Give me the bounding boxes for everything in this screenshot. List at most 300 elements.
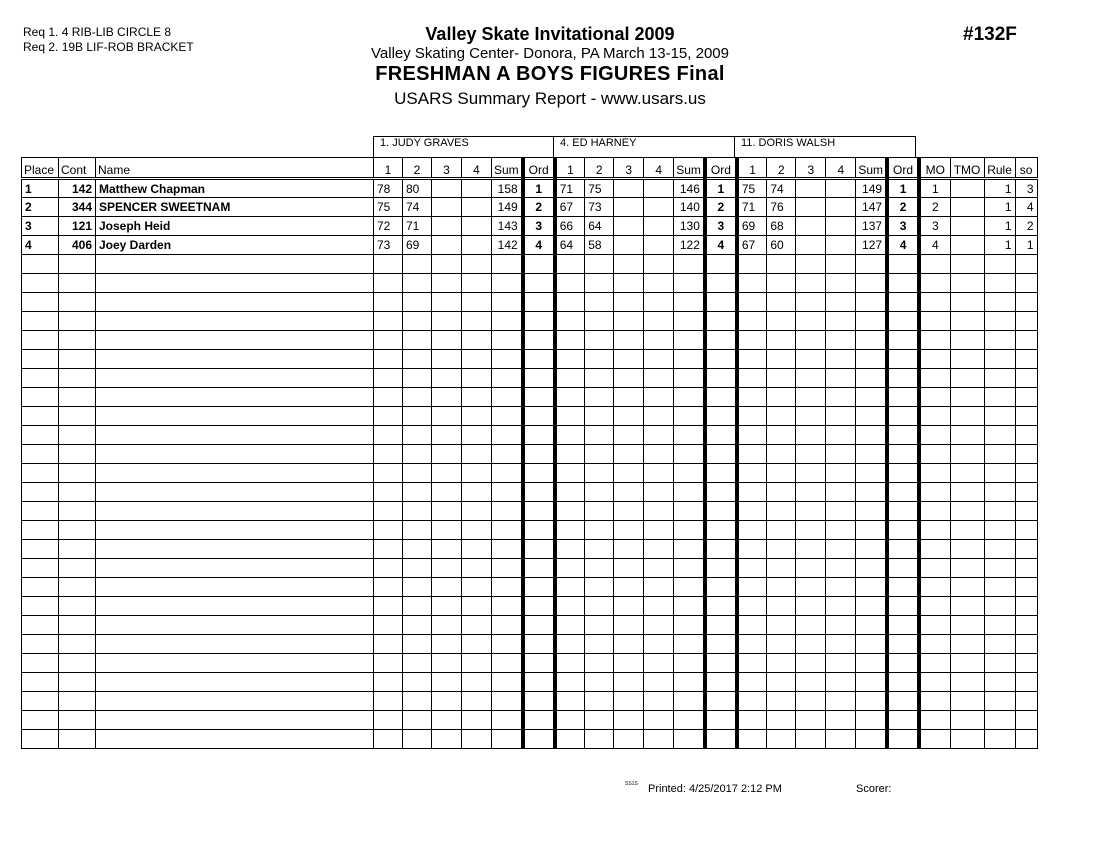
empty-cell <box>492 293 523 312</box>
empty-cell <box>555 616 585 635</box>
empty-cell <box>585 540 614 559</box>
empty-cell <box>492 711 523 730</box>
empty-cell <box>462 654 492 673</box>
empty-cell <box>887 597 919 616</box>
empty-row <box>22 578 1038 597</box>
empty-cell <box>59 711 96 730</box>
empty-cell <box>887 426 919 445</box>
empty-cell <box>462 274 492 293</box>
empty-cell <box>796 654 826 673</box>
empty-cell <box>796 445 826 464</box>
empty-cell <box>796 388 826 407</box>
empty-cell <box>950 464 984 483</box>
empty-cell <box>403 274 432 293</box>
empty-cell <box>96 597 374 616</box>
empty-cell <box>585 483 614 502</box>
empty-cell <box>432 407 462 426</box>
empty-cell <box>767 331 796 350</box>
empty-cell <box>705 464 737 483</box>
score-2-cell: 80 <box>403 179 432 198</box>
score-3-cell <box>614 198 644 217</box>
empty-cell <box>492 274 523 293</box>
empty-cell <box>826 559 856 578</box>
empty-cell <box>856 464 887 483</box>
empty-cell <box>796 692 826 711</box>
empty-cell <box>614 388 644 407</box>
empty-cell <box>432 369 462 388</box>
rule-cell: 1 <box>984 179 1015 198</box>
empty-row <box>22 388 1038 407</box>
empty-cell <box>492 255 523 274</box>
empty-cell <box>796 350 826 369</box>
empty-cell <box>887 502 919 521</box>
empty-cell <box>674 483 705 502</box>
empty-cell <box>1015 597 1037 616</box>
empty-cell <box>22 578 59 597</box>
empty-cell <box>705 692 737 711</box>
empty-cell <box>737 711 767 730</box>
empty-cell <box>856 578 887 597</box>
empty-cell <box>96 293 374 312</box>
empty-cell <box>523 730 555 749</box>
empty-cell <box>796 426 826 445</box>
empty-cell <box>585 407 614 426</box>
empty-cell <box>96 673 374 692</box>
empty-cell <box>555 597 585 616</box>
score-2-cell: 64 <box>585 217 614 236</box>
so-cell: 3 <box>1015 179 1037 198</box>
empty-cell <box>737 673 767 692</box>
empty-row <box>22 293 1038 312</box>
empty-cell <box>462 331 492 350</box>
empty-cell <box>22 730 59 749</box>
empty-cell <box>374 616 403 635</box>
empty-cell <box>826 445 856 464</box>
empty-cell <box>737 540 767 559</box>
empty-cell <box>705 521 737 540</box>
empty-cell <box>705 635 737 654</box>
empty-cell <box>826 673 856 692</box>
empty-cell <box>432 578 462 597</box>
empty-cell <box>705 616 737 635</box>
empty-cell <box>555 407 585 426</box>
empty-cell <box>674 540 705 559</box>
empty-cell <box>59 388 96 407</box>
empty-cell <box>887 255 919 274</box>
col-j1-1: 1 <box>374 158 403 179</box>
empty-cell <box>555 711 585 730</box>
score-4-cell <box>644 217 674 236</box>
empty-cell <box>644 255 674 274</box>
report-title: USARS Summary Report - www.usars.us <box>394 89 706 108</box>
empty-cell <box>585 578 614 597</box>
empty-cell <box>614 730 644 749</box>
empty-cell <box>585 312 614 331</box>
empty-cell <box>984 730 1015 749</box>
empty-cell <box>523 654 555 673</box>
empty-cell <box>22 711 59 730</box>
empty-cell <box>59 350 96 369</box>
empty-cell <box>614 255 644 274</box>
empty-cell <box>59 654 96 673</box>
empty-cell <box>374 559 403 578</box>
score-1-cell: 71 <box>555 179 585 198</box>
empty-cell <box>796 730 826 749</box>
score-3-cell <box>796 236 826 255</box>
empty-cell <box>614 464 644 483</box>
empty-cell <box>826 293 856 312</box>
empty-cell <box>462 502 492 521</box>
score-3-cell <box>614 236 644 255</box>
empty-cell <box>856 559 887 578</box>
empty-cell <box>984 654 1015 673</box>
empty-cell <box>826 578 856 597</box>
cont-cell: 406 <box>59 236 96 255</box>
col-so: so <box>1015 158 1037 179</box>
empty-cell <box>826 616 856 635</box>
score-4-cell <box>644 198 674 217</box>
empty-cell <box>826 483 856 502</box>
score-3-cell <box>796 179 826 198</box>
empty-cell <box>767 426 796 445</box>
empty-cell <box>737 464 767 483</box>
col-j1-4: 4 <box>462 158 492 179</box>
empty-cell <box>887 540 919 559</box>
empty-cell <box>523 369 555 388</box>
empty-cell <box>555 521 585 540</box>
empty-cell <box>555 559 585 578</box>
empty-cell <box>984 464 1015 483</box>
empty-cell <box>705 426 737 445</box>
empty-cell <box>919 540 950 559</box>
mo-cell: 3 <box>919 217 950 236</box>
empty-row <box>22 597 1038 616</box>
sum-cell: 146 <box>674 179 705 198</box>
empty-cell <box>403 445 432 464</box>
empty-cell <box>887 293 919 312</box>
empty-cell <box>737 483 767 502</box>
empty-cell <box>984 445 1015 464</box>
mo-cell: 1 <box>919 179 950 198</box>
empty-cell <box>674 464 705 483</box>
empty-cell <box>856 616 887 635</box>
empty-cell <box>432 692 462 711</box>
empty-cell <box>462 350 492 369</box>
empty-cell <box>403 540 432 559</box>
empty-row <box>22 521 1038 540</box>
empty-cell <box>403 369 432 388</box>
empty-cell <box>644 464 674 483</box>
place-cell: 3 <box>22 217 59 236</box>
empty-cell <box>1015 616 1037 635</box>
empty-cell <box>492 616 523 635</box>
empty-cell <box>984 255 1015 274</box>
empty-cell <box>950 407 984 426</box>
empty-cell <box>856 274 887 293</box>
empty-cell <box>1015 407 1037 426</box>
col-j2-1: 1 <box>555 158 585 179</box>
empty-cell <box>374 388 403 407</box>
empty-cell <box>585 635 614 654</box>
empty-cell <box>614 312 644 331</box>
empty-cell <box>614 483 644 502</box>
empty-cell <box>22 616 59 635</box>
empty-cell <box>674 616 705 635</box>
empty-cell <box>826 730 856 749</box>
empty-cell <box>96 388 374 407</box>
empty-cell <box>585 388 614 407</box>
empty-cell <box>432 559 462 578</box>
so-cell: 2 <box>1015 217 1037 236</box>
empty-cell <box>22 407 59 426</box>
empty-cell <box>767 464 796 483</box>
printed-timestamp: Printed: 4/25/2017 2:12 PM <box>648 783 782 795</box>
empty-cell <box>22 559 59 578</box>
empty-cell <box>374 464 403 483</box>
empty-cell <box>644 502 674 521</box>
ord-cell: 4 <box>887 236 919 255</box>
col-j3-2: 2 <box>767 158 796 179</box>
empty-cell <box>767 559 796 578</box>
score-4-cell <box>462 236 492 255</box>
empty-cell <box>462 635 492 654</box>
empty-cell <box>403 692 432 711</box>
empty-cell <box>374 483 403 502</box>
empty-cell <box>737 293 767 312</box>
empty-cell <box>96 350 374 369</box>
empty-cell <box>59 616 96 635</box>
empty-cell <box>585 445 614 464</box>
empty-cell <box>96 654 374 673</box>
empty-cell <box>614 521 644 540</box>
empty-cell <box>96 559 374 578</box>
empty-cell <box>1015 521 1037 540</box>
judge-header-2: 4. ED HARNEY <box>553 136 735 157</box>
empty-cell <box>705 597 737 616</box>
empty-cell <box>614 692 644 711</box>
empty-cell <box>984 502 1015 521</box>
empty-cell <box>984 578 1015 597</box>
empty-cell <box>22 635 59 654</box>
empty-cell <box>887 388 919 407</box>
score-1-cell: 73 <box>374 236 403 255</box>
col-j1-2: 2 <box>403 158 432 179</box>
empty-cell <box>462 559 492 578</box>
empty-cell <box>492 388 523 407</box>
empty-cell <box>984 331 1015 350</box>
empty-cell <box>737 350 767 369</box>
empty-cell <box>984 692 1015 711</box>
col-j1-sum: Sum <box>492 158 523 179</box>
empty-row <box>22 502 1038 521</box>
empty-cell <box>555 293 585 312</box>
empty-cell <box>887 635 919 654</box>
empty-cell <box>462 293 492 312</box>
empty-cell <box>1015 274 1037 293</box>
empty-cell <box>705 274 737 293</box>
empty-cell <box>1015 559 1037 578</box>
score-4-cell <box>826 217 856 236</box>
empty-cell <box>919 426 950 445</box>
empty-cell <box>767 502 796 521</box>
empty-cell <box>887 331 919 350</box>
empty-cell <box>432 464 462 483</box>
score-1-cell: 72 <box>374 217 403 236</box>
empty-cell <box>674 350 705 369</box>
empty-cell <box>492 521 523 540</box>
empty-cell <box>59 521 96 540</box>
empty-cell <box>523 274 555 293</box>
empty-cell <box>432 426 462 445</box>
empty-cell <box>644 673 674 692</box>
empty-cell <box>96 464 374 483</box>
empty-cell <box>22 464 59 483</box>
rule-cell: 1 <box>984 198 1015 217</box>
empty-cell <box>674 578 705 597</box>
empty-row <box>22 692 1038 711</box>
empty-cell <box>1015 445 1037 464</box>
empty-cell <box>403 730 432 749</box>
empty-cell <box>523 312 555 331</box>
empty-cell <box>22 388 59 407</box>
empty-cell <box>950 521 984 540</box>
empty-cell <box>644 730 674 749</box>
empty-cell <box>1015 578 1037 597</box>
empty-cell <box>705 711 737 730</box>
sum-cell: 147 <box>856 198 887 217</box>
empty-cell <box>403 559 432 578</box>
empty-cell <box>432 597 462 616</box>
col-j3-3: 3 <box>796 158 826 179</box>
empty-cell <box>96 312 374 331</box>
col-j1-3: 3 <box>432 158 462 179</box>
empty-cell <box>705 293 737 312</box>
empty-cell <box>984 369 1015 388</box>
empty-cell <box>555 635 585 654</box>
empty-cell <box>796 274 826 293</box>
empty-cell <box>826 350 856 369</box>
empty-cell <box>374 711 403 730</box>
sum-cell: 122 <box>674 236 705 255</box>
empty-cell <box>705 369 737 388</box>
empty-cell <box>767 673 796 692</box>
empty-cell <box>796 521 826 540</box>
empty-cell <box>59 692 96 711</box>
empty-cell <box>555 464 585 483</box>
empty-cell <box>1015 730 1037 749</box>
empty-cell <box>856 445 887 464</box>
score-2-cell: 74 <box>403 198 432 217</box>
empty-cell <box>737 616 767 635</box>
empty-cell <box>767 293 796 312</box>
empty-cell <box>96 483 374 502</box>
empty-cell <box>374 654 403 673</box>
col-tmo: TMO <box>950 158 984 179</box>
empty-cell <box>523 578 555 597</box>
empty-cell <box>555 312 585 331</box>
empty-cell <box>826 502 856 521</box>
empty-cell <box>403 407 432 426</box>
empty-row <box>22 369 1038 388</box>
empty-cell <box>432 312 462 331</box>
empty-cell <box>585 274 614 293</box>
empty-cell <box>950 692 984 711</box>
empty-cell <box>462 369 492 388</box>
rule-cell: 1 <box>984 236 1015 255</box>
empty-cell <box>856 312 887 331</box>
empty-cell <box>374 255 403 274</box>
empty-cell <box>950 559 984 578</box>
empty-cell <box>767 616 796 635</box>
empty-cell <box>22 673 59 692</box>
empty-cell <box>674 312 705 331</box>
empty-cell <box>59 293 96 312</box>
empty-cell <box>462 483 492 502</box>
empty-cell <box>767 407 796 426</box>
sum-cell: 149 <box>856 179 887 198</box>
empty-cell <box>644 369 674 388</box>
empty-cell <box>796 540 826 559</box>
empty-cell <box>585 502 614 521</box>
empty-cell <box>59 369 96 388</box>
empty-cell <box>644 578 674 597</box>
empty-cell <box>984 274 1015 293</box>
empty-cell <box>585 350 614 369</box>
score-2-cell: 58 <box>585 236 614 255</box>
empty-cell <box>644 635 674 654</box>
empty-cell <box>767 521 796 540</box>
empty-cell <box>950 312 984 331</box>
empty-cell <box>59 331 96 350</box>
score-4-cell <box>644 179 674 198</box>
empty-cell <box>705 483 737 502</box>
empty-cell <box>1015 369 1037 388</box>
empty-cell <box>796 673 826 692</box>
empty-cell <box>555 331 585 350</box>
empty-cell <box>767 483 796 502</box>
empty-cell <box>59 312 96 331</box>
empty-cell <box>644 274 674 293</box>
empty-cell <box>1015 255 1037 274</box>
empty-cell <box>492 426 523 445</box>
score-4-cell <box>644 236 674 255</box>
empty-cell <box>796 597 826 616</box>
empty-row <box>22 331 1038 350</box>
empty-cell <box>950 597 984 616</box>
empty-cell <box>585 521 614 540</box>
empty-cell <box>555 426 585 445</box>
ord-cell: 3 <box>887 217 919 236</box>
empty-cell <box>96 578 374 597</box>
empty-cell <box>826 597 856 616</box>
empty-cell <box>950 502 984 521</box>
empty-cell <box>950 274 984 293</box>
empty-cell <box>856 711 887 730</box>
empty-cell <box>374 578 403 597</box>
ord-cell: 3 <box>523 217 555 236</box>
score-1-cell: 75 <box>737 179 767 198</box>
score-3-cell <box>614 179 644 198</box>
empty-cell <box>462 445 492 464</box>
empty-cell <box>1015 483 1037 502</box>
empty-cell <box>432 654 462 673</box>
empty-cell <box>614 369 644 388</box>
empty-cell <box>523 635 555 654</box>
empty-cell <box>22 426 59 445</box>
empty-cell <box>403 483 432 502</box>
empty-cell <box>919 559 950 578</box>
empty-cell <box>555 483 585 502</box>
